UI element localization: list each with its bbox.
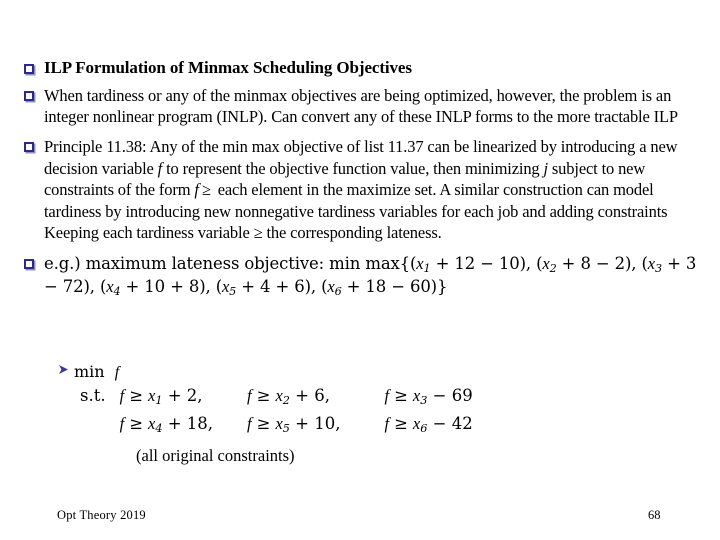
constraint-relation: ≥ [129, 386, 144, 406]
example-term: , $(x_6 + 18 - 60)$ [310, 277, 437, 299]
constraint-lhs: f [119, 386, 125, 406]
bullet-text-tardiness: When tardiness or any of the minmax objectives are being optimized, however, the problem is an integer nonlinear program (INLP). Can convert any of these INLP forms to the more tractable ILP [44, 85, 678, 126]
bullet-text-example [44, 253, 704, 300]
example-term-var: x [542, 253, 550, 273]
subject-to-label: s.t. [80, 386, 106, 406]
example-closing: } [436, 277, 448, 297]
principle-mid1: to represent the objective function value, then minimizing [162, 158, 544, 178]
example-term-var: x [327, 277, 335, 297]
square-bullet-icon [24, 253, 44, 269]
constraint-cell [341, 386, 473, 414]
example-term-subscript: 4 [113, 285, 121, 299]
constraint-rest: + 6, [289, 386, 330, 406]
example-term-rest: + 3 − 72) [44, 253, 697, 297]
square-bullet-icon [24, 58, 44, 74]
constraint-subscript: 4 [155, 422, 163, 436]
example-term-subscript: 3 [654, 261, 662, 275]
constraint-relation: ≥ [394, 386, 408, 406]
right-arrow-bullet-icon [58, 362, 74, 379]
constraint-var: x [412, 386, 421, 406]
bullet-item-tardiness [24, 85, 704, 128]
example-term: , $(x_2 + 8 - 2)$ [525, 253, 632, 275]
constraint-relation: ≥ [256, 414, 271, 434]
example-term-rest: + 8 − 2) [556, 253, 632, 273]
bullet-item-example [24, 253, 704, 300]
min-variable: f [114, 364, 120, 381]
example-term-var: x [416, 253, 424, 273]
example-term-subscript: 6 [334, 285, 342, 299]
constraint-relation: ≥ [256, 386, 271, 406]
bullet-text-principle [44, 136, 704, 243]
example-term [416, 254, 526, 273]
constraints-table [80, 386, 473, 442]
constraint-var: x [148, 386, 156, 406]
principle-mid2: subject to new constraints of the form [44, 158, 646, 200]
square-bullet-icon [24, 85, 44, 101]
principle-mid3: each element in the maximize set. A similar construction can model tardiness by introducing new nonnegative tardiness variables for each job and adding constraints Keeping each tardiness variable [44, 180, 668, 243]
constraint-lhs: f [119, 414, 125, 434]
principle-geq-2: ≥ [253, 223, 263, 243]
example-term-var: x [106, 277, 114, 297]
example-term-rest: + 4 + 6) [236, 277, 311, 297]
constraint-subscript: 1 [155, 394, 163, 408]
constraint-lhs: f [384, 414, 390, 434]
example-lead: e.g.) maximum lateness objective: min max{( [44, 253, 417, 273]
example-term: , $(x_3 + 3 - 72)$ [44, 253, 697, 297]
constraint-rest: + 18, [162, 414, 214, 434]
constraint-rest: + 2, [162, 386, 203, 406]
constraint-row-spacer [80, 414, 120, 442]
constraint-lhs: f [247, 386, 252, 406]
constraint-cell [213, 386, 340, 414]
constraint-rest: − 42 [427, 414, 473, 434]
example-term: , $(x_4 + 10 + 8)$ [89, 277, 206, 299]
footer-course-label: Opt Theory 2019 [57, 508, 146, 522]
constraint-rest: + 10, [289, 414, 341, 434]
all-original-constraints-note: (all original constraints) [136, 446, 295, 466]
slide-title: ILP Formulation of Minmax Scheduling Objectives [44, 58, 412, 77]
constraint-subscript: 2 [282, 394, 290, 408]
constraint-cell [120, 386, 213, 414]
footer-page-number: 68 [648, 508, 661, 522]
constraint-subscript: 5 [282, 422, 290, 436]
min-label: min [74, 362, 105, 381]
constraint-relation: ≥ [129, 414, 144, 434]
principle-var-f2: f [194, 180, 199, 200]
min-objective-row [58, 362, 618, 382]
example-term-rest: + 10 + 8) [120, 277, 206, 297]
principle-tail: the corresponding lateness. [262, 223, 442, 243]
example-term-subscript: 5 [229, 285, 237, 299]
constraint-var: x [412, 414, 421, 434]
bullet-item-title [24, 58, 704, 78]
constraint-lhs: f [384, 386, 390, 406]
constraint-row [80, 386, 473, 414]
bullet-content [24, 58, 704, 302]
example-term-subscript: 2 [549, 261, 557, 275]
bullet-item-principle [24, 136, 704, 243]
constraint-subscript: 6 [420, 422, 428, 436]
principle-var-f: f [157, 158, 163, 178]
min-objective-text [74, 362, 119, 382]
example-term-var: x [647, 253, 655, 273]
constraint-subscript: 3 [420, 394, 428, 408]
constraint-relation: ≥ [394, 414, 408, 434]
constraint-cell [213, 414, 340, 442]
example-term-subscript: 1 [423, 261, 431, 275]
constraint-cell [120, 414, 213, 442]
constraint-rest: − 69 [427, 386, 473, 406]
constraint-var: x [148, 414, 156, 434]
square-bullet-icon [24, 136, 44, 152]
formulation-block [58, 362, 618, 466]
example-term-var: x [221, 277, 230, 297]
constraint-var: x [275, 386, 283, 406]
example-term: , $(x_5 + 4 + 6)$ [205, 277, 311, 299]
example-term-rest: + 18 − 60) [341, 277, 437, 297]
constraint-lhs: f [247, 414, 252, 434]
principle-lead: Principle 11.38: Any of the min max objective of list 11.37 can be linearized by introducing a new decision variable [44, 137, 678, 178]
principle-geq-1: ≥ [201, 180, 211, 200]
constraint-var: x [275, 414, 283, 434]
example-term-rest: + 12 − 10) [430, 253, 526, 273]
constraint-row [80, 414, 473, 442]
principle-var-j: j [543, 158, 548, 178]
constraint-cell [341, 414, 473, 442]
